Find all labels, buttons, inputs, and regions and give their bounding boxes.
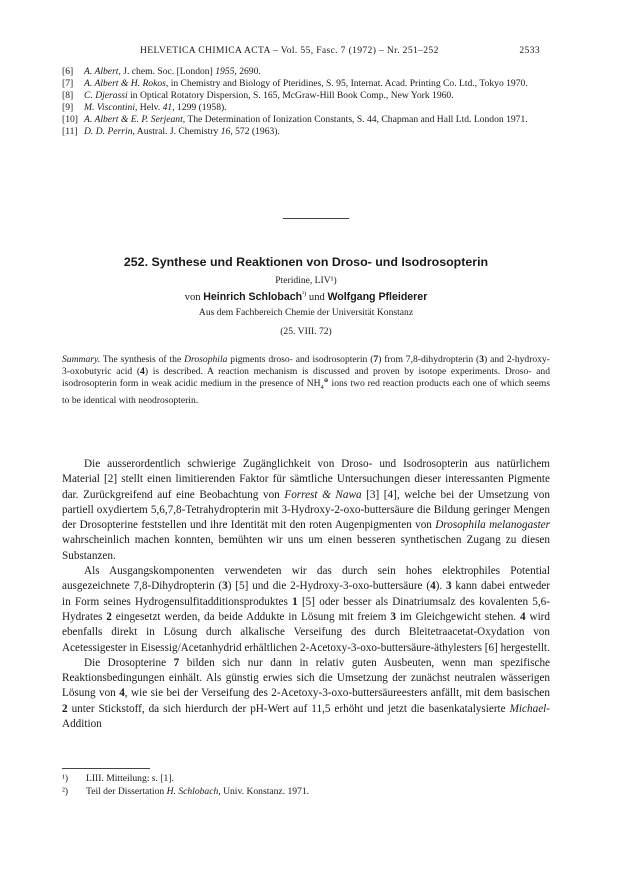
author-line (62, 291, 550, 303)
reference-number: [11] (62, 126, 78, 138)
affiliation: Aus dem Fachbereich Chemie der Universität Konstanz (198, 307, 414, 318)
text-run: im Gleichgewicht stehen. (395, 610, 520, 623)
summary-text: ) and 2-hydroxy-3-oxobutyric acid ( (62, 354, 550, 378)
reference-volume: 16, (220, 126, 233, 138)
section-divider (283, 218, 349, 219)
received-date: (25. VIII. 72) (280, 326, 332, 337)
text-run: LIII. Mitteilung: s. [1]. (86, 773, 174, 784)
text-run: ). (435, 580, 446, 593)
summary (62, 354, 550, 407)
reference-text (84, 102, 550, 114)
text-run: Forrest & Nawa (284, 488, 362, 501)
author-prefix: von (184, 292, 204, 303)
reference-list (62, 66, 550, 139)
footnote-marker: ²) (62, 786, 69, 797)
paragraph (62, 457, 550, 564)
reference-authors: A. Albert & H. Rokos, (84, 78, 169, 90)
reference-number: [8] (62, 90, 74, 102)
text-run: wird ebenfalls direkt in Lösung durch alkalische Verseifung des durch Bleitetraacetat-Oxydation von Acetessigester in Eisessig/Acetanhydrid erhältlichen 2-Acetoxy-3-oxo-buttersäure-äthylesters [6] hergestellt. (62, 610, 550, 654)
author-2: Wolfgang Pfleiderer (327, 291, 428, 303)
text-run: H. Schlobach, (166, 786, 221, 797)
text-run: [5] oder besser als Dinatriumsalz des kovalenten 5,6-Hydrates (62, 595, 550, 623)
compound-number: 4 (520, 610, 526, 623)
compound-number: 1 (292, 595, 298, 608)
summary-text: pigments droso- and isodrosopterin ( (227, 354, 374, 365)
paragraph (62, 656, 550, 732)
body-text (62, 457, 550, 732)
footnote-marker: ¹) (62, 773, 69, 784)
compound-number: 3 (222, 580, 228, 593)
reference-source: Austral. J. Chemistry (134, 126, 221, 138)
summary-text: ) is described. A reaction mechanism is discussed and proven by isotope experiments. Droso- and isodrosopterin form in weak acidic medium in the presence of NH (62, 366, 550, 390)
page-number: 2533 (519, 45, 540, 56)
text-run: Als Ausgangskomponenten verwendeten wir das durch sein hohes elektrophiles Potential ausgezeichnete 7,8-Dihydropterin ( (62, 565, 550, 593)
reference-authors: C. Djerassi (84, 90, 128, 102)
compound-number: 4 (119, 687, 125, 700)
text-run: Michael (509, 702, 547, 715)
reference-text (84, 114, 550, 126)
reference-text (84, 90, 550, 102)
footnote (62, 786, 550, 798)
reference-item (62, 102, 550, 114)
reference-item (62, 66, 550, 78)
reference-number: [9] (62, 102, 74, 114)
text-run: eingesetzt werden, da beide Addukte in Lösung mit freiem (111, 610, 391, 623)
footnote (62, 773, 550, 785)
superscript: ⊕ (323, 378, 329, 385)
text-run: bilden sich nur dann in relativ guten Ausbeuten, wenn man spezifische Reaktionsbedingungen einhält. Als günstig erwies sich die Umsetzung der zunächst neutralen wässerigen Lösung von (62, 656, 551, 700)
reference-source: Helv. (137, 102, 163, 114)
reference-item (62, 78, 550, 90)
summary-text: The synthesis of the (100, 354, 185, 365)
summary-text: Drosophila (184, 354, 228, 365)
text-run: Drosophila melanogaster (435, 519, 550, 532)
summary-text: ions two red reaction products each one of which seems to be identical with neodrosopterin. (62, 378, 550, 406)
paragraph (62, 564, 550, 656)
reference-item (62, 126, 550, 138)
reference-number: [7] (62, 78, 74, 90)
compound-number: 7 (173, 656, 180, 669)
text-run: kann dabei entweder in Form seines Hydrogensulfitadditionsproduktes (62, 580, 550, 608)
reference-pages: 572 (1963). (232, 126, 280, 138)
reference-source: The Determination of Ionization Constants, S. 44, Chapman and Hall Ltd. London 1971. (185, 114, 528, 126)
compound-number: 4 (430, 580, 436, 593)
reference-number: [6] (62, 66, 74, 77)
reference-authors: A. Albert & E. P. Serjeant, (84, 114, 186, 126)
reference-authors: D. D. Perrin, (84, 126, 135, 138)
text-run: unter Stickstoff, da sich hierdurch der pH-Wert auf 11,5 erhöht und jetzt die basenkatalysierte (67, 702, 510, 715)
article-series: Pteridine, LIV¹) (275, 275, 337, 286)
footnote-divider (62, 768, 150, 769)
compound-number: 2 (106, 610, 112, 623)
reference-text (84, 78, 550, 90)
text-run: Die Drosopterine (84, 656, 174, 669)
reference-pages: 1299 (1958). (174, 102, 227, 114)
reference-year: 1955, (215, 66, 237, 77)
text-run: ) [5] und die 2-Hydroxy-3-oxo-buttersäure ( (227, 580, 431, 593)
compound-number: 7 (373, 354, 379, 365)
author-conjunction: und (306, 292, 328, 303)
compound-number: 3 (446, 580, 452, 593)
text-run: [3] [4], welche bei der Umsetzung von partiell oxydiertem 5,6,7,8-Tetrahydropterin mit 3-Hydroxy-2-oxo-buttersäure die Bildung geringer Mengen der Drosopterine feststellen und ihre Identität mit den roten Augenpigmenten von (62, 488, 550, 532)
journal-citation: HELVETICA CHIMICA ACTA – Vol. 55, Fasc. 7 (1972) – Nr. 251–252 (140, 45, 439, 56)
text-run: , wie sie bei der Verseifung des 2-Acetoxy-3-oxo-buttersäureesters anfällt, mit dem basischen (124, 687, 550, 700)
text-run: Teil der Dissertation (86, 786, 167, 797)
reference-source: J. chem. Soc. [London] (120, 66, 216, 77)
reference-text (84, 126, 550, 138)
compound-number: 3 (479, 354, 485, 365)
reference-text (84, 66, 550, 78)
reference-item (62, 90, 550, 102)
reference-authors: M. Viscontini, (84, 102, 138, 114)
compound-number: 4 (140, 366, 145, 378)
subscript: 4 (320, 384, 324, 392)
reference-authors: A. Albert, (84, 66, 121, 77)
text-run: Die ausserordentlich schwierige Zugänglichkeit von Droso- und Isodrosopterin aus natürlichem Material [2] stellt einen limitierenden Faktor für sämtliche Untersuchungen dieser interessanten Pigmente dar. Zurückgreifend auf eine Beobachtung von (62, 458, 550, 501)
reference-source: in Optical Rotatory Dispersion, S. 165, McGraw-Hill Book Comp., New York 1960. (127, 90, 454, 102)
reference-volume: 41, (162, 102, 175, 114)
running-header (140, 45, 540, 59)
reference-number: [10] (62, 114, 78, 126)
author-1: Heinrich Schlobach (203, 291, 303, 303)
compound-number: 3 (390, 610, 396, 623)
reference-pages: 2690. (236, 66, 261, 77)
text-run: -Addition (62, 702, 550, 731)
reference-item (62, 114, 550, 126)
footnote-text (86, 786, 309, 798)
compound-number: 2 (62, 702, 68, 715)
summary-label: Summary. (62, 354, 101, 365)
reference-source: in Chemistry and Biology of Pteridines, S. 95, Internat. Acad. Printing Co. Ltd., Tokyo 1970. (168, 78, 528, 90)
summary-text: ) from 7,8-dihydropterin ( (378, 354, 480, 365)
text-run: wahrscheinlich machen konnten, bemühten wir uns um einen besseren synthetischen Zugang zu diesen Substanzen. (62, 534, 550, 562)
author-1-footnote: ²) (302, 290, 307, 298)
text-run: Univ. Konstanz. 1971. (220, 786, 310, 797)
footnote-text (86, 773, 174, 785)
article-title: 252. Synthese und Reaktionen von Droso- und Isodrosopterin (123, 255, 489, 269)
